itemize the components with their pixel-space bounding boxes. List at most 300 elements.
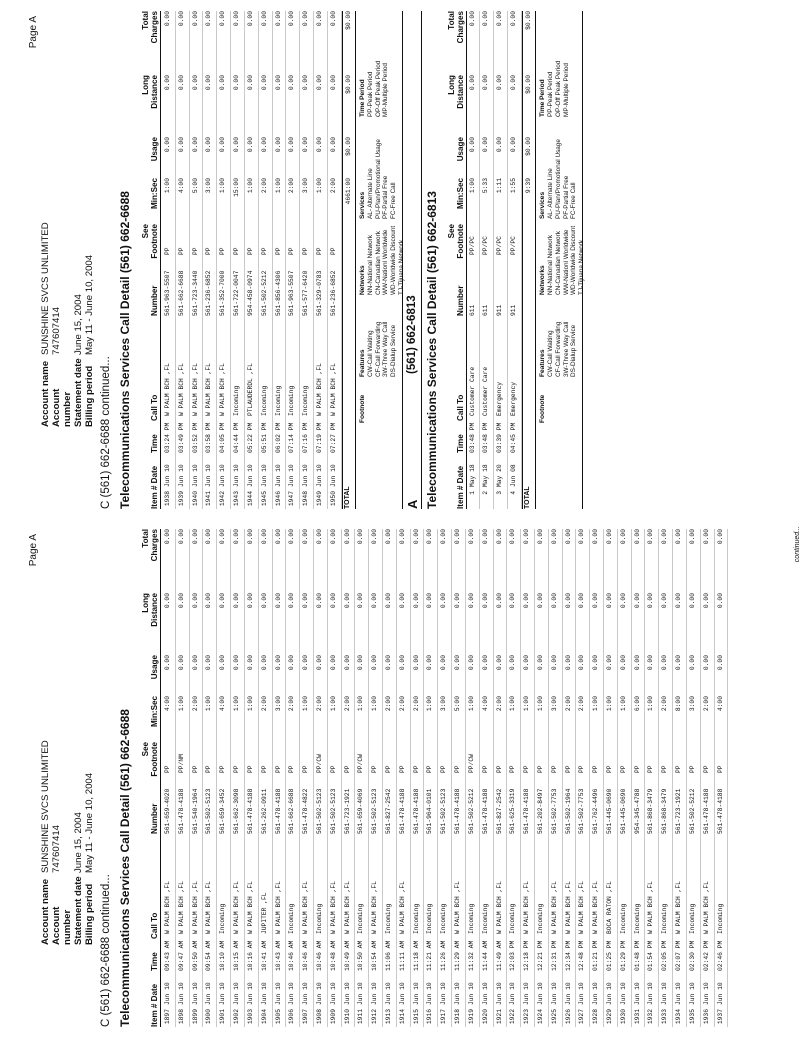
cell-footnote: PP [246,765,254,773]
cell-call-date: Jun 10 [260,464,268,487]
cell-long-distance: 0.00 [564,593,572,609]
cell-footnote: PP [509,765,517,773]
cell-min-sec: 8:00 [675,696,683,712]
cell-footnote: PP [164,247,171,255]
cell-call-date: Jun 10 [177,982,185,1005]
cell-item-number: 1950 [329,491,337,507]
cell-call-to: W PALM BCH ,FL [274,881,282,934]
cell-item-number: 1935 [688,1009,696,1025]
cell-call-date: May 18 [482,464,490,487]
col-call-to: Call To [150,912,159,939]
cell-footnote: PP [385,765,392,773]
cell-usage: 0.00 [412,655,420,671]
cell-min-sec: 2:00 [398,696,406,712]
cell-footnote: PP [260,247,268,255]
cell-item-number: 1923 [523,1009,531,1025]
cell-min-sec: 3:00 [688,696,696,712]
cell-call-number: 561-502-5123 [315,788,323,834]
cell-call-time: 01:25 PM [606,940,613,971]
cell-call-date: Jun 08 [510,464,517,487]
cell-call-date: Jun 10 [440,982,448,1005]
cell-footnote: PP [343,765,351,773]
table-row [521,529,535,1027]
cell-long-distance: 0.00 [647,593,655,609]
cell-long-distance: 0.00 [357,593,365,609]
cell-call-time: 11:06 AM [385,940,392,971]
cell-long-distance: 0.00 [454,593,462,609]
cell-call-time: 05:51 PM [260,422,268,453]
col-number: Number [455,285,465,316]
cell-item-number: 1934 [675,1009,683,1025]
cell-call-number: 561-502-7753 [550,788,558,834]
cell-total-charges: 0.00 [219,529,227,545]
cell-footnote: PP [288,765,296,773]
total-usage: $0.00 [524,137,532,156]
cell-min-sec: 2:00 [564,696,572,712]
legend-item: TJ-Tijuana Network [577,239,585,295]
cell-min-sec: 1:00 [246,178,254,194]
cell-footnote: PP/PC [510,236,517,255]
cell-footnote: PP/CW [467,754,475,773]
cell-footnote: PP [688,765,696,773]
cell-total-charges: 0.00 [371,529,379,545]
table-row [659,529,673,1027]
cell-call-number: 561-502-7753 [578,788,586,834]
cell-item-number: 1948 [302,491,310,507]
legend-item: WW-Nationl Worldwide [562,229,570,295]
cell-usage: 0.00 [592,655,600,671]
cell-usage: 0.00 [440,655,448,671]
cell-call-time: 11:29 AM [454,940,462,971]
cell-call-time: 12:31 PM [550,940,558,971]
cell-call-time: 01:29 PM [619,940,627,971]
cell-item-number: 1947 [288,491,296,507]
cell-call-time: 09:47 AM [177,940,185,971]
cell-call-to: Incoming [302,385,310,416]
table-row [467,11,481,509]
total-min-sec: 4661:00 [344,178,352,205]
table-row [286,529,300,1027]
cell-long-distance: 0.00 [205,75,213,91]
cell-item-number: 1903 [246,1009,254,1025]
cell-total-charges: 0.00 [233,11,241,27]
cell-footnote: PP [233,247,241,255]
cell-long-distance: 0.00 [592,593,600,609]
cell-call-number: 561-478-4188 [702,788,710,834]
cell-usage: 0.00 [647,655,655,671]
cell-call-date: Jun 10 [329,464,337,487]
cell-long-distance: 0.00 [398,593,406,609]
cell-total-charges: 0.00 [523,529,531,545]
table-row [300,529,314,1027]
billing-period-value: May 11 - June 10, 2004 [84,254,95,355]
cell-min-sec: 1:00 [619,696,627,712]
cell-call-number: 561-445-0690 [606,788,613,834]
cell-long-distance: 0.00 [467,593,475,609]
legend-item: WW-Nationl Worldwide [382,229,390,295]
cell-call-time: 10:46 AM [302,940,310,971]
cell-item-number: 1924 [536,1009,544,1025]
cell-long-distance: 0.00 [495,593,503,609]
cell-item-number: 1899 [191,1009,199,1025]
cell-long-distance: 0.00 [481,593,489,609]
col-call-to: Call To [150,394,159,421]
cell-total-charges: 0.00 [288,529,296,545]
cell-call-number: 561-662-6688 [288,788,296,834]
legend-networks: Networks NN-National Network CN-Canadian Network WW-Nationl Worldwide WD-Worldwide Discount TJ-Tijuana Network [538,225,585,295]
cell-item-number: 1929 [606,1009,613,1025]
cell-min-sec: 2:00 [385,696,392,712]
cell-min-sec: 1:00 [205,696,213,712]
cell-call-number: 561-577-6420 [302,270,310,316]
cell-footnote: PP/PC [482,236,490,255]
cell-call-time: 07:19 PM [315,422,323,453]
cell-footnote: PP [177,247,185,255]
call-detail-body [162,11,583,509]
cell-total-charges: 0.00 [274,529,282,545]
cell-call-to: BOCA RATON ,FL [606,881,613,934]
cell-call-to: Customer Care [482,366,490,416]
cell-call-number: 561-236-6852 [205,270,213,316]
cell-call-number: 611 [482,304,490,316]
cell-call-number: 561-502-5123 [440,788,448,834]
cell-min-sec: 3:00 [302,178,310,194]
cell-call-date: Jun 10 [191,982,199,1005]
cell-long-distance: 0.00 [536,593,544,609]
cell-total-charges: 0.00 [177,11,185,27]
cell-call-to: W PALM BCH ,FL [647,881,655,934]
legend-item: AL- Alternate Line [547,168,555,219]
cell-call-number: 561-662-3098 [233,788,241,834]
cell-call-date: Jun 10 [315,464,323,487]
legend-features: Features CW-Call Waiting CF-Call Forwarding 3W-Three Way Call DS-Dialup Service [538,321,578,377]
cell-call-time: 03:24 PM [164,422,171,453]
cell-call-date: Jun 10 [219,982,227,1005]
col-total-charges: Total Charges [141,529,159,562]
cell-call-date: Jun 10 [454,982,462,1005]
table-row [383,529,397,1027]
table-row [563,529,577,1027]
cell-item-number: 1915 [412,1009,420,1025]
table-row [273,11,287,509]
cell-footnote: PP [716,765,724,773]
cell-call-date: Jun 10 [302,464,310,487]
table-row [328,11,342,509]
cell-call-time: 10:46 AM [315,940,323,971]
cell-call-time: 07:14 PM [288,422,296,453]
cell-item-number: 1949 [315,491,323,507]
cell-call-number: 561-540-1964 [191,788,199,834]
legend-item: PF-Partial Free [562,175,570,219]
cell-long-distance: 0.00 [177,75,185,91]
cell-long-distance: 0.00 [606,593,613,609]
cell-footnote: PP/PC [468,236,476,255]
cell-total-charges: 0.00 [274,11,282,27]
cell-footnote: PP [675,765,683,773]
total-charges: $0.00 [344,11,352,30]
cell-total-charges: 0.00 [661,529,669,545]
cell-footnote: PP [578,765,586,773]
cell-call-number: 561-659-4069 [357,788,365,834]
cell-total-charges: 0.00 [426,529,434,545]
cell-min-sec: 2:00 [288,178,296,194]
cell-min-sec: 2:00 [412,696,420,712]
cell-call-to: Incoming [467,903,475,934]
cell-item-number: 1920 [481,1009,489,1025]
cell-usage: 0.00 [357,655,365,671]
col-call-to: Call To [455,394,465,421]
cell-usage: 0.00 [468,137,476,153]
cell-usage: 0.00 [164,655,171,671]
statement-date-value: June 15, 2004 [73,294,84,355]
cell-call-to: W PALM BCH ,FL [164,363,171,416]
cell-call-time: 09:54 AM [205,940,213,971]
cell-long-distance: 0.00 [260,593,268,609]
legend-item: CF-Call Forwarding [555,321,562,377]
cell-footnote: PP [329,765,337,773]
cell-min-sec: 1:00 [177,696,185,712]
cell-call-to: Incoming [716,903,724,934]
call-detail-rows-2 [467,11,522,509]
legend-item: PP-Peak Period [367,71,375,117]
cell-call-number: 561-827-2542 [495,788,503,834]
cell-call-time: 02:05 PM [661,940,669,971]
cell-item-number: 1945 [260,491,268,507]
cell-call-time: 01:54 PM [647,940,655,971]
cell-min-sec: 3:00 [274,696,282,712]
cell-footnote: PP [536,765,544,773]
cell-footnote: PP [371,765,379,773]
billing-period-label: Billing period [84,365,95,427]
cell-usage: 0.00 [371,655,379,671]
cell-call-number: 954-345-4788 [633,788,641,834]
cell-item-number: 1918 [454,1009,462,1025]
cell-call-to: W PALM BCH ,FL [302,881,310,934]
legend-item: CF-Call Forwarding [374,321,382,377]
cell-call-number: 561-659-4020 [164,788,171,834]
account-number-value: 747607414 [51,824,62,873]
cell-long-distance: 0.00 [633,593,641,609]
cell-call-date: Jun 10 [398,982,406,1005]
cell-footnote: PP [329,247,337,255]
cell-item-number: 1913 [385,1009,392,1025]
col-min-sec: Min:Sec [150,178,159,210]
cell-total-charges: 0.00 [619,529,627,545]
cell-call-number: 561-502-5212 [467,788,475,834]
cell-call-date: Jun 10 [302,982,310,1005]
cell-call-number: 561-502-5212 [260,270,268,316]
col-footnote: See Footnote [141,742,159,777]
cell-long-distance: 0.00 [329,75,337,91]
cell-usage: 0.00 [288,137,296,153]
cell-call-to: Incoming [357,903,365,934]
cell-call-date: Jun 10 [536,982,544,1005]
table-row [645,529,659,1027]
cell-call-date: Jun 10 [164,982,171,1005]
cell-item-number: 1943 [233,491,241,507]
legend-time-period: Time Period PP-Peak Period OP-Off Peak Period MP-Multiple Period [358,60,390,117]
cell-usage: 0.00 [274,655,282,671]
legend-item: NN-National Network [367,234,375,295]
table-row [535,529,549,1027]
table-row [701,529,715,1027]
cell-call-to: W PALM BCH ,FL [495,881,503,934]
cell-item-number: 1926 [564,1009,572,1025]
cell-min-sec: 1:00 [315,178,323,194]
cell-call-to: Incoming [426,903,434,934]
cell-item-number: 1921 [495,1009,503,1025]
cell-long-distance: 0.00 [523,593,531,609]
cell-call-date: Jun 10 [578,982,586,1005]
cell-call-number: 561-502-5123 [205,788,213,834]
cell-call-number: 561-445-0690 [619,788,627,834]
continued-line: C (561) 662-6688 continued... [100,356,112,509]
cell-item-number: 1941 [205,491,213,507]
cell-min-sec: 1:00 [467,696,475,712]
cell-call-to: W PALM BCH ,FL [398,881,406,934]
cell-usage: 0.00 [467,655,475,671]
table-row [590,529,604,1027]
cell-min-sec: 4:00 [481,696,489,712]
cell-call-time: 03:58 PM [205,422,213,453]
cell-total-charges: 0.00 [633,529,641,545]
legend-item: 3W-Three Way Call [562,321,570,377]
cell-call-number: 911 [496,304,504,316]
cell-long-distance: 0.00 [440,593,448,609]
cell-item-number: 1940 [191,491,199,507]
legend-item: PF-Partial Free [382,175,390,219]
legend-item: 3W-Three Way Call [382,321,390,377]
cell-long-distance: 0.00 [191,75,199,91]
statement-page-right [0,8,809,513]
cell-usage: 0.00 [426,655,434,671]
cell-call-date: Jun 10 [661,982,669,1005]
cell-total-charges: 0.00 [246,11,254,27]
cell-call-time: 02:42 PM [702,940,710,971]
cell-call-date: Jun 10 [191,464,199,487]
cell-call-to: W PALM BCH ,FL [219,363,227,416]
total-min-sec: 9:39 [524,178,532,194]
table-row [259,11,273,509]
cell-call-time: 01:21 PM [592,940,600,971]
cell-call-time: 09:43 AM [164,940,171,971]
cell-min-sec: 15:00 [233,178,241,197]
cell-usage: 0.00 [481,655,489,671]
cell-item-number: 1909 [329,1009,337,1025]
table-row [231,529,245,1027]
legend-footnote-title: Footnote [358,394,366,423]
cell-footnote: PP [164,765,171,773]
cell-call-date: Jun 10 [688,982,696,1005]
table-row [549,529,563,1027]
cell-footnote: PP [454,765,462,773]
cell-call-time: 05:22 PM [246,422,254,453]
cell-min-sec: 1:00 [233,696,241,712]
cell-call-to: W PALM BCH ,FL [523,881,531,934]
statement-date-value: June 15, 2004 [73,812,84,873]
cell-call-number: 561-478-4188 [274,788,282,834]
cell-call-date: Jun 10 [205,464,213,487]
cell-long-distance: 0.00 [619,593,627,609]
call-detail-heading: Telecommunications Services Call Detail (561) 662-6688 [118,191,132,509]
cell-call-date: Jun 10 [702,982,710,1005]
table-row [466,529,480,1027]
cell-call-to: W PALM BCH ,FL [343,881,351,934]
cell-min-sec: 1:00 [246,696,254,712]
cell-call-time: 04:45 PM [510,422,517,453]
table-row [507,529,521,1027]
table-row [259,529,273,1027]
table-row [355,529,369,1027]
cell-total-charges: 0.00 [164,529,171,545]
cell-call-to: W PALM BCH ,FL [191,881,199,934]
cell-total-charges: 0.00 [205,529,213,545]
cell-min-sec: 2:00 [661,696,669,712]
cell-call-to: Incoming [536,903,544,934]
cell-call-time: 09:50 AM [191,940,199,971]
total-row [342,11,356,509]
cell-footnote: PP [302,765,310,773]
cell-total-charges: 0.00 [302,11,310,27]
cell-min-sec: 2:00 [288,696,296,712]
cell-call-date: Jun 10 [412,982,420,1005]
col-item-date: Item # Date [150,465,159,509]
cell-min-sec: 5:33 [482,178,490,194]
cell-usage: 0.00 [343,655,351,671]
cell-call-number: 561-502-1964 [564,788,572,834]
cell-long-distance: 0.00 [288,75,296,91]
legend-item: PU-Plan/Promotional Usage [555,139,562,219]
cell-call-to: W PALM BCH ,FL [177,881,185,934]
table-row [190,529,204,1027]
cell-long-distance: 0.00 [329,593,337,609]
cell-total-charges: 0.00 [468,11,476,27]
cell-call-date: Jun 10 [592,982,600,1005]
cell-call-time: 04:05 PM [219,422,227,453]
cell-call-time: 11:18 AM [412,940,420,971]
cell-call-date: Jun 10 [274,464,282,487]
column-header-row [136,11,161,509]
billing-period-value: May 11 - June 10, 2004 [84,772,95,873]
cell-min-sec: 1:55 [510,178,517,194]
cell-usage: 0.00 [606,655,613,671]
cell-footnote: PP/CW [357,754,365,773]
table-row [286,11,300,509]
table-row [217,529,231,1027]
cell-call-number: 561-964-0101 [426,788,434,834]
cell-min-sec: 1:00 [371,696,379,712]
cell-total-charges: 0.00 [385,529,392,545]
cell-usage: 0.00 [219,655,227,671]
continued-line: C (561) 662-6688 continued... [100,874,112,1027]
table-row [687,529,701,1027]
cell-item-number: 1942 [219,491,227,507]
cell-footnote: PP [619,765,627,773]
col-item-date: Item # Date [455,465,465,509]
legend-item: FC-Free Call [389,182,397,219]
cell-footnote: PP/CW [315,754,323,773]
statement-date-label: Statement date [73,876,84,945]
cell-call-time: 12:21 PM [536,940,544,971]
cell-call-date: Jun 10 [164,464,171,487]
cell-min-sec: 4:00 [716,696,724,712]
cell-usage: 0.00 [246,655,254,671]
cell-long-distance: 0.00 [385,593,392,609]
cell-footnote: PP [440,765,448,773]
legend-networks: Networks NN-National Network CN-Canadian Network WW-Nationl Worldwide WD-Worldwide Discount TJ-Tijuana Network [358,225,405,295]
cell-call-time: 11:49 AM [495,940,503,971]
col-usage: Usage [455,137,465,162]
